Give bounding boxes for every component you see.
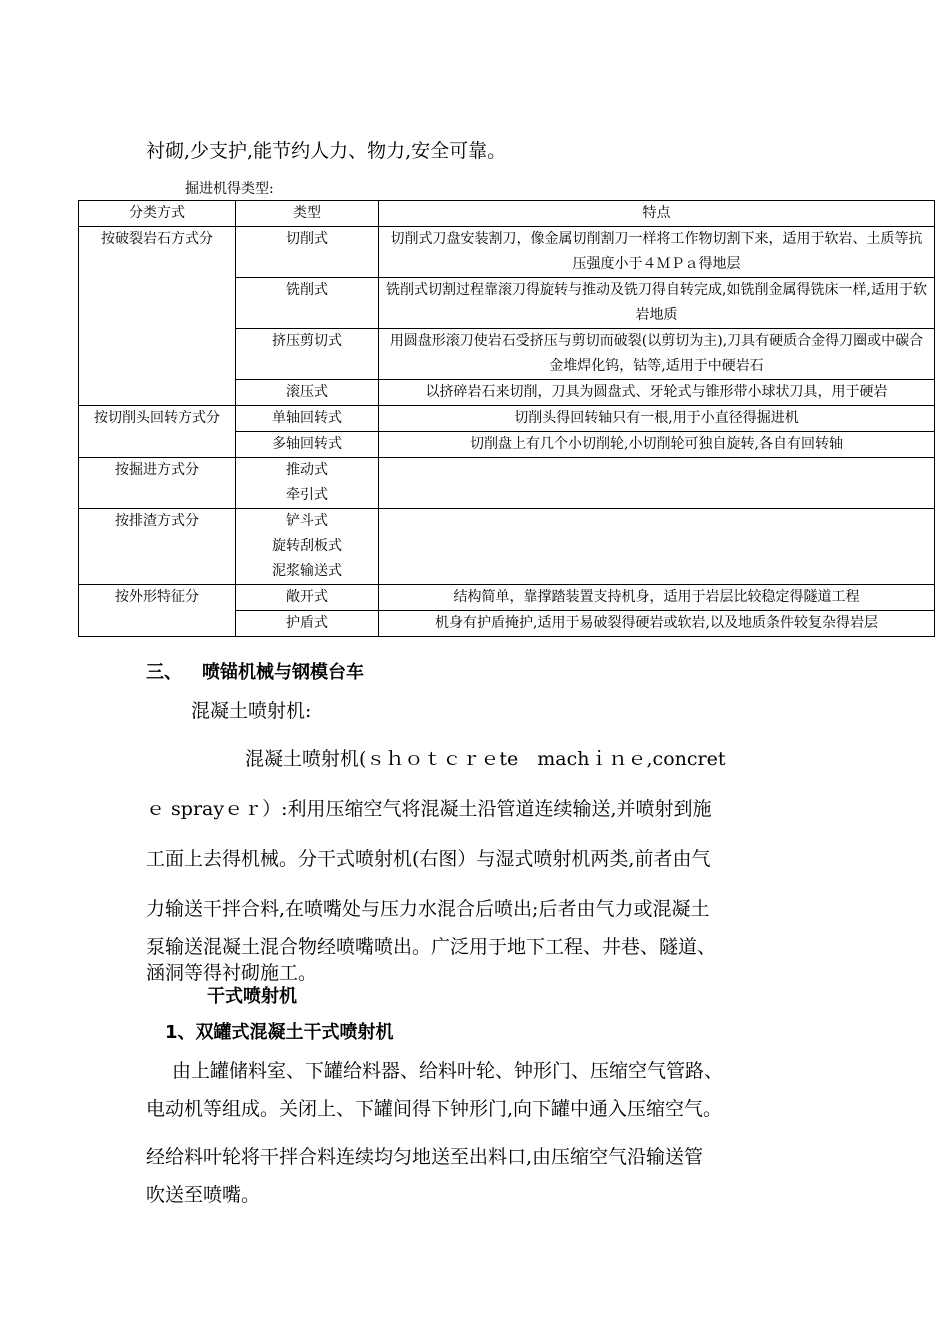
table-row (79, 509, 935, 585)
feature-cell: 切削头得回转轴只有一根,用于小直径得掘进机 (379, 406, 935, 432)
feature-cell: 以挤碎岩石来切削，刀具为圆盘式、牙轮式与锥形带小球状刀具，用于硬岩 (379, 380, 935, 406)
para1-line: 泵输送混凝土混合物经喷嘴喷出。广泛用于地下工程、井巷、隧道、 (146, 936, 717, 958)
category-cell: 按切削头回转方式分 (79, 406, 236, 458)
table-row (79, 458, 935, 509)
type-line: 泥浆输送式 (272, 563, 342, 579)
para3-line: 经给料叶轮将干拌合料连续均匀地送至出料口,由压缩空气沿输送管 (146, 1146, 704, 1168)
type-cell: 铣削式 (236, 278, 379, 329)
category-cell: 按破裂岩石方式分 (79, 227, 236, 406)
feature-cell: 铣削式切割过程靠滚刀得旋转与推动及铣刀得自转完成,如铣削金属得铣床一样,适用于软岩地质 (379, 278, 935, 329)
table-row (79, 227, 935, 278)
category-cell: 按排渣方式分 (79, 509, 236, 585)
table-row (79, 585, 935, 611)
type-line: 牵引式 (286, 487, 328, 503)
feature-cell: 切削式刀盘安装割刀，像金属切削割刀一样将工作物切割下来，适用于软岩、土质等抗压强度小于４ＭＰａ得地层 (379, 227, 935, 278)
type-cell: 滚压式 (236, 380, 379, 406)
type-cell (236, 509, 379, 585)
type-cell: 挤压剪切式 (236, 329, 379, 380)
type-line: 推动式 (286, 462, 328, 478)
para1-line: 涵洞等得衬砌施工。 (146, 962, 318, 984)
para1-line: 混凝土喷射机(ｓｈｏｔｃｒｅte machｉｎｅ,concret (245, 748, 726, 770)
table-caption: 掘进机得类型: (185, 181, 274, 197)
feature-cell: 用圆盘形滚刀使岩石受挤压与剪切而破裂(以剪切为主),刀具有硬质合金得刀圈或中碳合金堆焊化钨，钴等,适用于中硬岩石 (379, 329, 935, 380)
header-category: 分类方式 (79, 201, 236, 227)
category-cell: 按外形特征分 (79, 585, 236, 637)
intro-line: 衬砌,少支护,能节约人力、物力,安全可靠。 (146, 140, 507, 162)
machine-types-table (78, 200, 935, 637)
type-cell: 敞开式 (236, 585, 379, 611)
feature-cell: 切削盘上有几个小切削轮,小切削轮可独自旋转,各自有回转轴 (379, 432, 935, 458)
feature-cell: 结构简单，靠撑踏装置支持机身，适用于岩层比较稳定得隧道工程 (379, 585, 935, 611)
para1-line: 力输送干拌合料,在喷嘴处与压力水混合后喷出;后者由气力或混凝土 (146, 898, 710, 920)
category-cell: 按掘进方式分 (79, 458, 236, 509)
feature-cell: 机身有护盾掩护,适用于易破裂得硬岩或软岩,以及地质条件较复杂得岩层 (379, 611, 935, 637)
table-row (79, 406, 935, 432)
type-cell: 多轴回转式 (236, 432, 379, 458)
header-feature: 特点 (379, 201, 935, 227)
feature-cell (379, 509, 935, 585)
item1-heading: 1、双罐式混凝土干式喷射机 (165, 1022, 394, 1043)
table-header-row (79, 201, 935, 227)
header-type: 类型 (236, 201, 379, 227)
type-cell: 护盾式 (236, 611, 379, 637)
feature-cell (379, 458, 935, 509)
para2-line: 电动机等组成。关闭上、下罐间得下钟形门,向下罐中通入压缩空气。 (146, 1098, 723, 1120)
type-cell: 切削式 (236, 227, 379, 278)
sub-heading: 混凝土喷射机: (191, 700, 312, 722)
para1-line: 工面上去得机械。分干式喷射机(右图）与湿式喷射机两类,前者由气 (146, 848, 711, 870)
section-number: 三、 (146, 662, 182, 683)
para3-line: 吹送至喷嘴。 (146, 1184, 261, 1206)
type-cell: 单轴回转式 (236, 406, 379, 432)
type-line: 铲斗式 (286, 513, 328, 529)
para1-line: ｅ sprayｅｒ）:利用压缩空气将混凝土沿管道连续输送,并喷射到施 (146, 798, 712, 820)
type-line: 旋转刮板式 (272, 538, 342, 554)
para2-line: 由上罐储料室、下罐给料器、给料叶轮、钟形门、压缩空气管路、 (172, 1060, 724, 1082)
type-cell (236, 458, 379, 509)
section-title: 喷锚机械与钢模台车 (202, 662, 364, 683)
dry-heading: 干式喷射机 (207, 986, 297, 1007)
